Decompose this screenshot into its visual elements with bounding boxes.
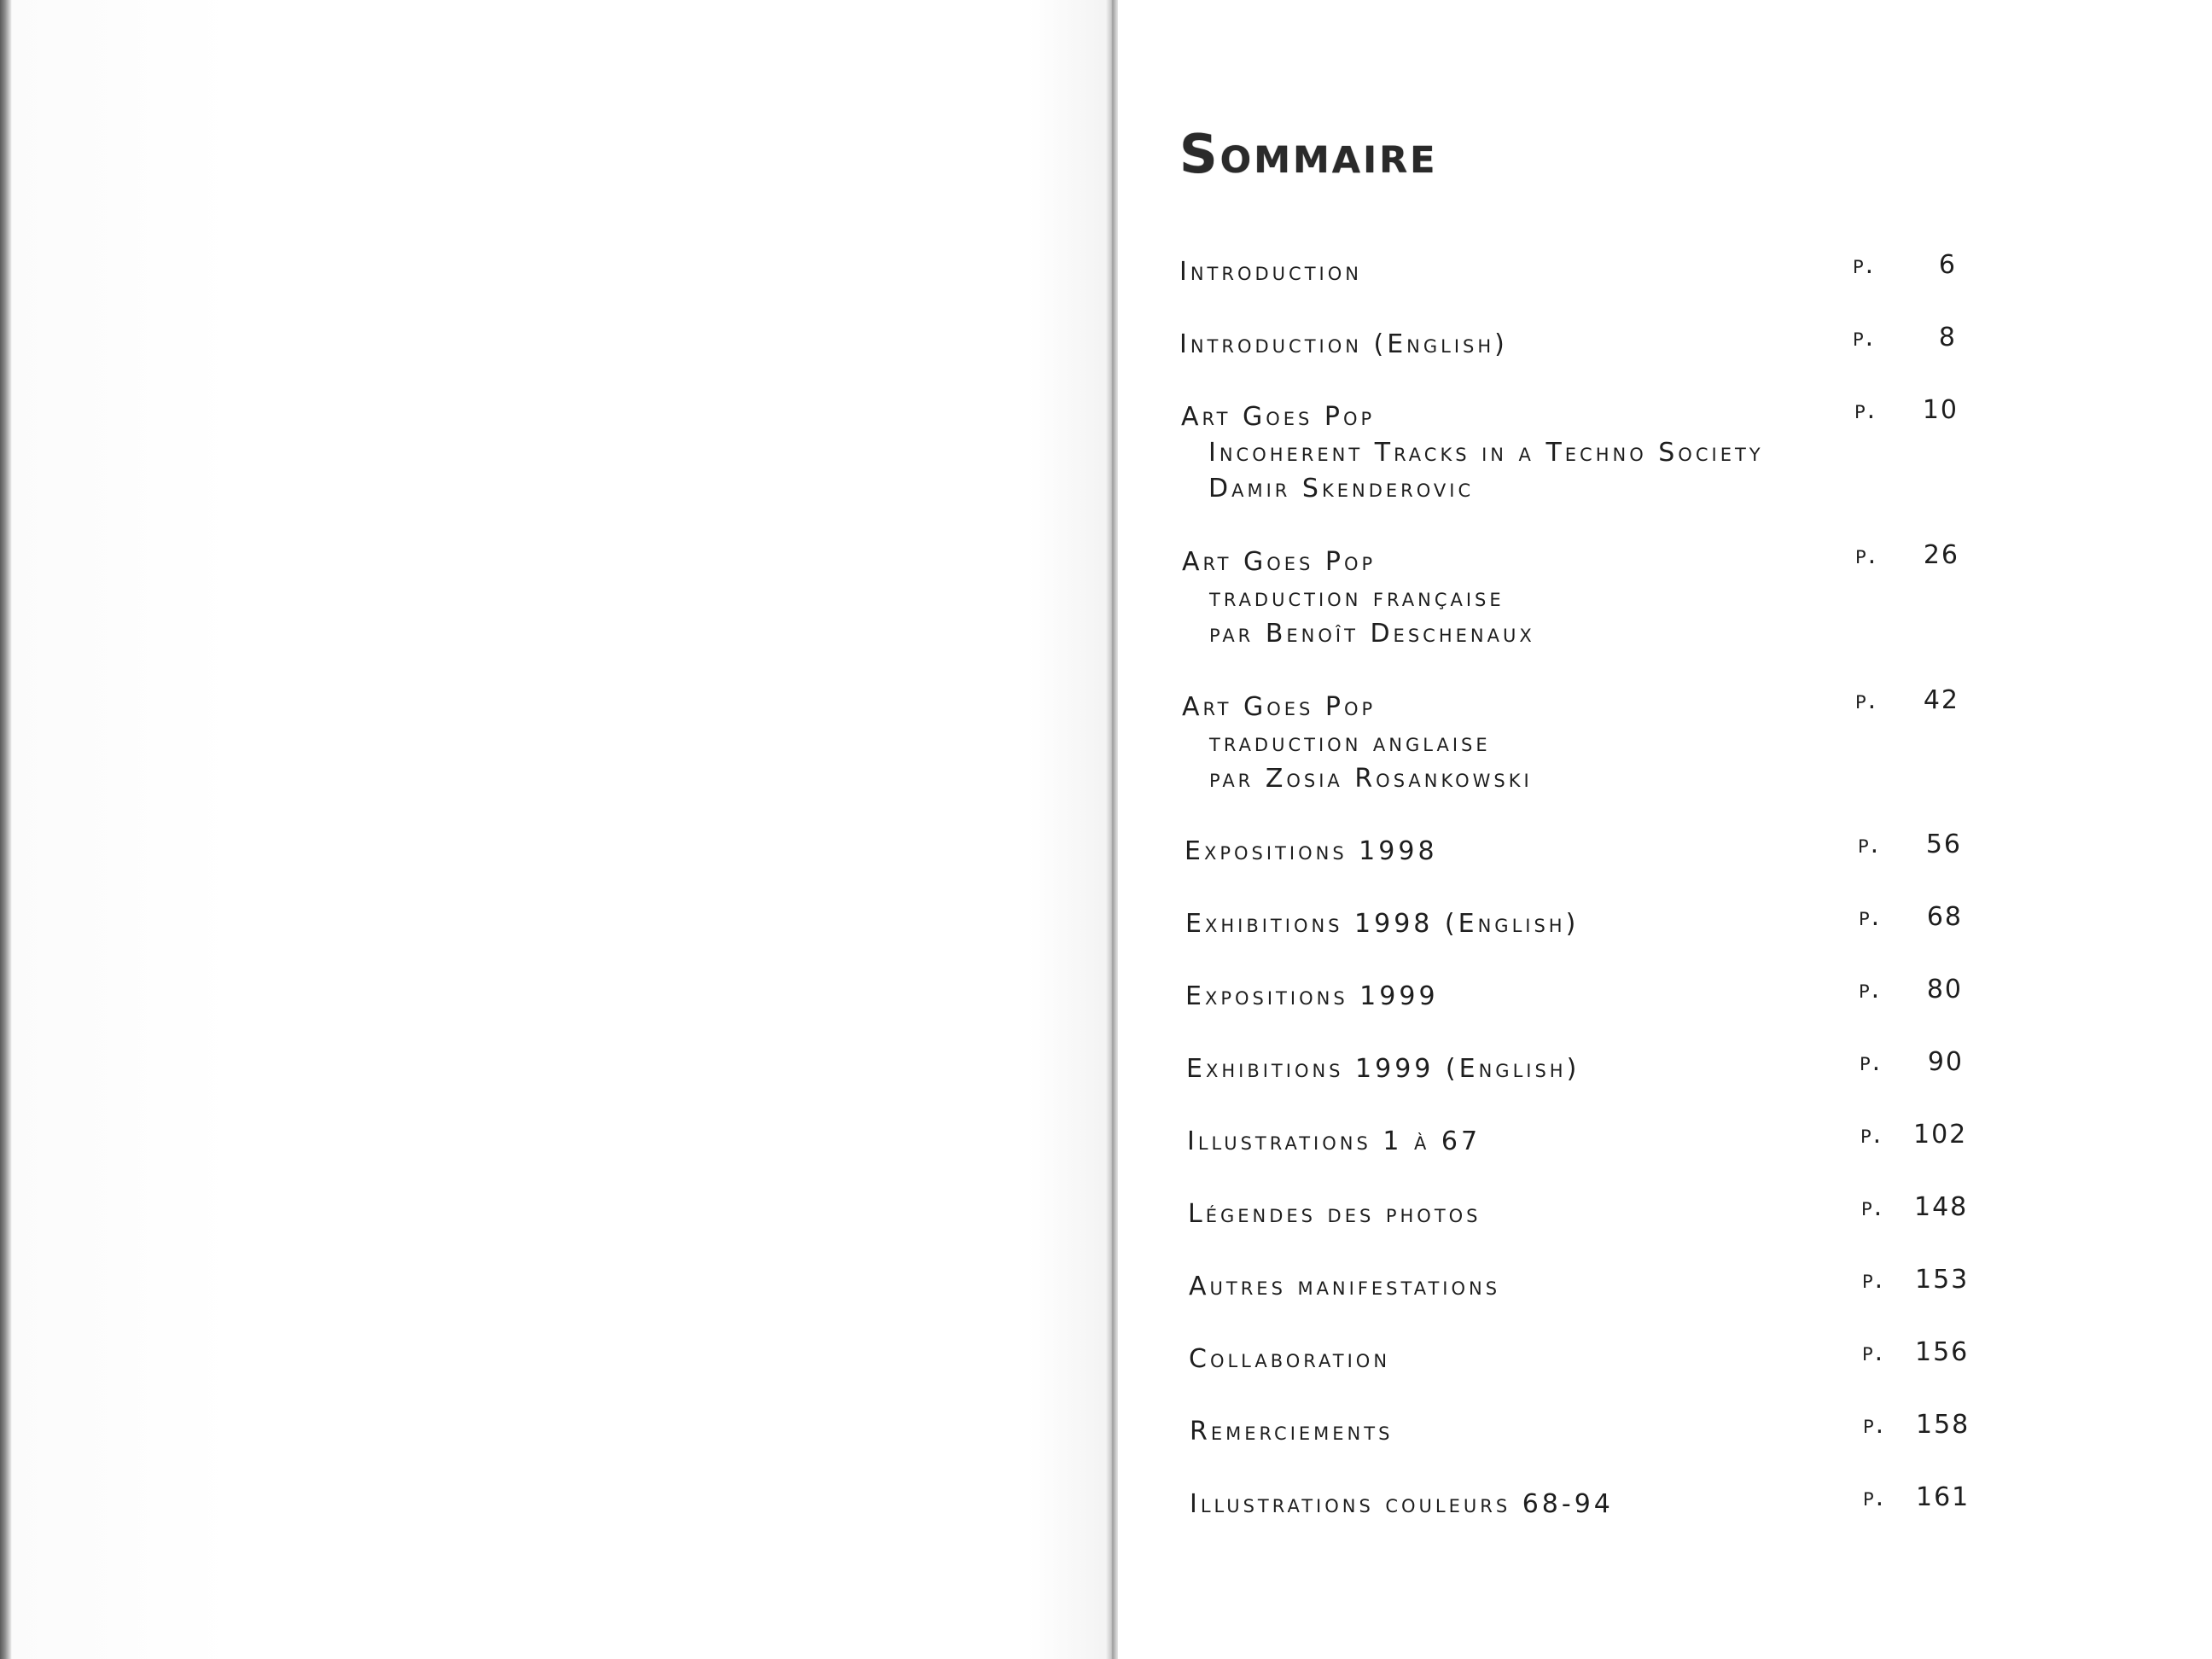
toc-entry-subline: Damir Skenderovic: [1208, 474, 1475, 504]
toc-entry-title: Légendes des photos: [1188, 1199, 1481, 1229]
toc-entry: [1190, 1410, 1970, 1450]
toc-entry-page: [1863, 1407, 1970, 1443]
toc-entry-title: Art Goes Pop: [1182, 692, 1377, 722]
toc-entry: [1185, 902, 1963, 942]
toc-entry-page: [1862, 1335, 1970, 1371]
toc-entry: [1182, 540, 1959, 652]
toc-entry-subline: traduction anglaise: [1209, 728, 1491, 758]
toc-entry-page: [1853, 247, 1957, 283]
toc-entry: [1188, 1192, 1969, 1232]
toc-entry: [1187, 1120, 1968, 1160]
page-number: 26: [1923, 540, 1959, 570]
toc-entry-title: Introduction (English): [1179, 329, 1508, 359]
page-number: 158: [1916, 1410, 1970, 1440]
page-number: 42: [1923, 685, 1959, 715]
page-number: 10: [1922, 395, 1959, 425]
page-number: 148: [1914, 1192, 1969, 1222]
toc-entry-page: [1859, 899, 1963, 935]
toc-entry: [1182, 685, 1959, 797]
right-page: [1118, 0, 2212, 1659]
toc-entry: [1185, 830, 1962, 870]
toc-entry-title: Autres manifestations: [1189, 1272, 1501, 1301]
toc-entry-title: Remerciements: [1190, 1417, 1394, 1447]
toc-entry: [1189, 1337, 1970, 1377]
toc-entry-subline: par Benoît Deschenaux: [1209, 619, 1535, 649]
toc-entry-title: Collaboration: [1189, 1344, 1391, 1374]
toc-entry-title: Exhibitions 1998 (English): [1185, 909, 1580, 939]
toc-entry-title: Introduction: [1179, 257, 1362, 287]
binding-edge: [0, 0, 12, 1659]
page-number: 8: [1938, 323, 1957, 352]
toc-entry-title: Exhibitions 1999 (English): [1186, 1054, 1580, 1084]
page-number: 153: [1915, 1265, 1970, 1295]
toc-entry-page: [1854, 393, 1959, 428]
toc-entry-page: [1862, 1262, 1970, 1298]
page-prefix: p.: [1862, 1265, 1885, 1295]
book-gutter: [1106, 0, 1118, 1659]
toc-entry: [1189, 1265, 1970, 1305]
toc-entry: [1185, 975, 1963, 1015]
page-prefix: p.: [1859, 975, 1882, 1004]
toc-entry-subline: Incoherent Tracks in a Techno Society: [1208, 438, 1764, 468]
toc-entry-page: [1860, 1045, 1964, 1080]
toc-entry-page: [1860, 1117, 1968, 1153]
page-prefix: p.: [1853, 323, 1876, 352]
toc-entry-subline: par Zosia Rosankowski: [1209, 764, 1533, 794]
toc-title: Sommaire: [1179, 123, 1438, 185]
toc-entry: [1190, 1482, 1970, 1522]
page-prefix: p.: [1863, 1410, 1886, 1440]
page-number: 161: [1916, 1482, 1970, 1512]
page-number: 68: [1926, 902, 1963, 932]
page-prefix: p.: [1855, 540, 1878, 570]
page-number: 80: [1926, 975, 1963, 1004]
toc-entry-title: Illustrations 1 à 67: [1187, 1126, 1481, 1156]
toc-entry-page: [1859, 972, 1963, 1008]
page-number: 156: [1915, 1337, 1970, 1367]
toc-entry-page: [1863, 1480, 1970, 1516]
page-prefix: p.: [1863, 1482, 1886, 1512]
toc-entry-page: [1858, 827, 1962, 863]
page-prefix: p.: [1860, 1047, 1883, 1077]
toc-entry-title: Art Goes Pop: [1182, 547, 1377, 577]
page-prefix: p.: [1855, 685, 1878, 715]
page-prefix: p.: [1853, 250, 1876, 280]
toc-entry-page: [1855, 683, 1959, 719]
page-prefix: p.: [1861, 1192, 1884, 1222]
page-prefix: p.: [1862, 1337, 1885, 1367]
toc-entry: [1179, 250, 1957, 290]
page-number: 102: [1913, 1120, 1968, 1150]
toc-entry-title: Illustrations couleurs 68-94: [1190, 1489, 1614, 1519]
page-prefix: p.: [1854, 395, 1877, 425]
page-prefix: p.: [1858, 830, 1881, 859]
page-number: 6: [1938, 250, 1957, 280]
toc-entry-subline: traduction française: [1209, 583, 1505, 613]
page-prefix: p.: [1859, 902, 1882, 932]
toc-entry: [1179, 323, 1957, 363]
toc-entry-page: [1861, 1190, 1969, 1225]
toc-entry-title: Expositions 1998: [1185, 836, 1438, 866]
toc-entry: [1186, 1047, 1964, 1087]
toc-entry-page: [1853, 320, 1957, 356]
toc-entry-title: Art Goes Pop: [1181, 402, 1376, 432]
left-page-blank: [12, 0, 1117, 1659]
toc-entry: [1181, 395, 1959, 507]
page-number: 56: [1925, 830, 1962, 859]
toc-entry-page: [1855, 538, 1959, 573]
page-prefix: p.: [1860, 1120, 1883, 1150]
toc-entry-title: Expositions 1999: [1185, 981, 1439, 1011]
page-number: 90: [1927, 1047, 1964, 1077]
